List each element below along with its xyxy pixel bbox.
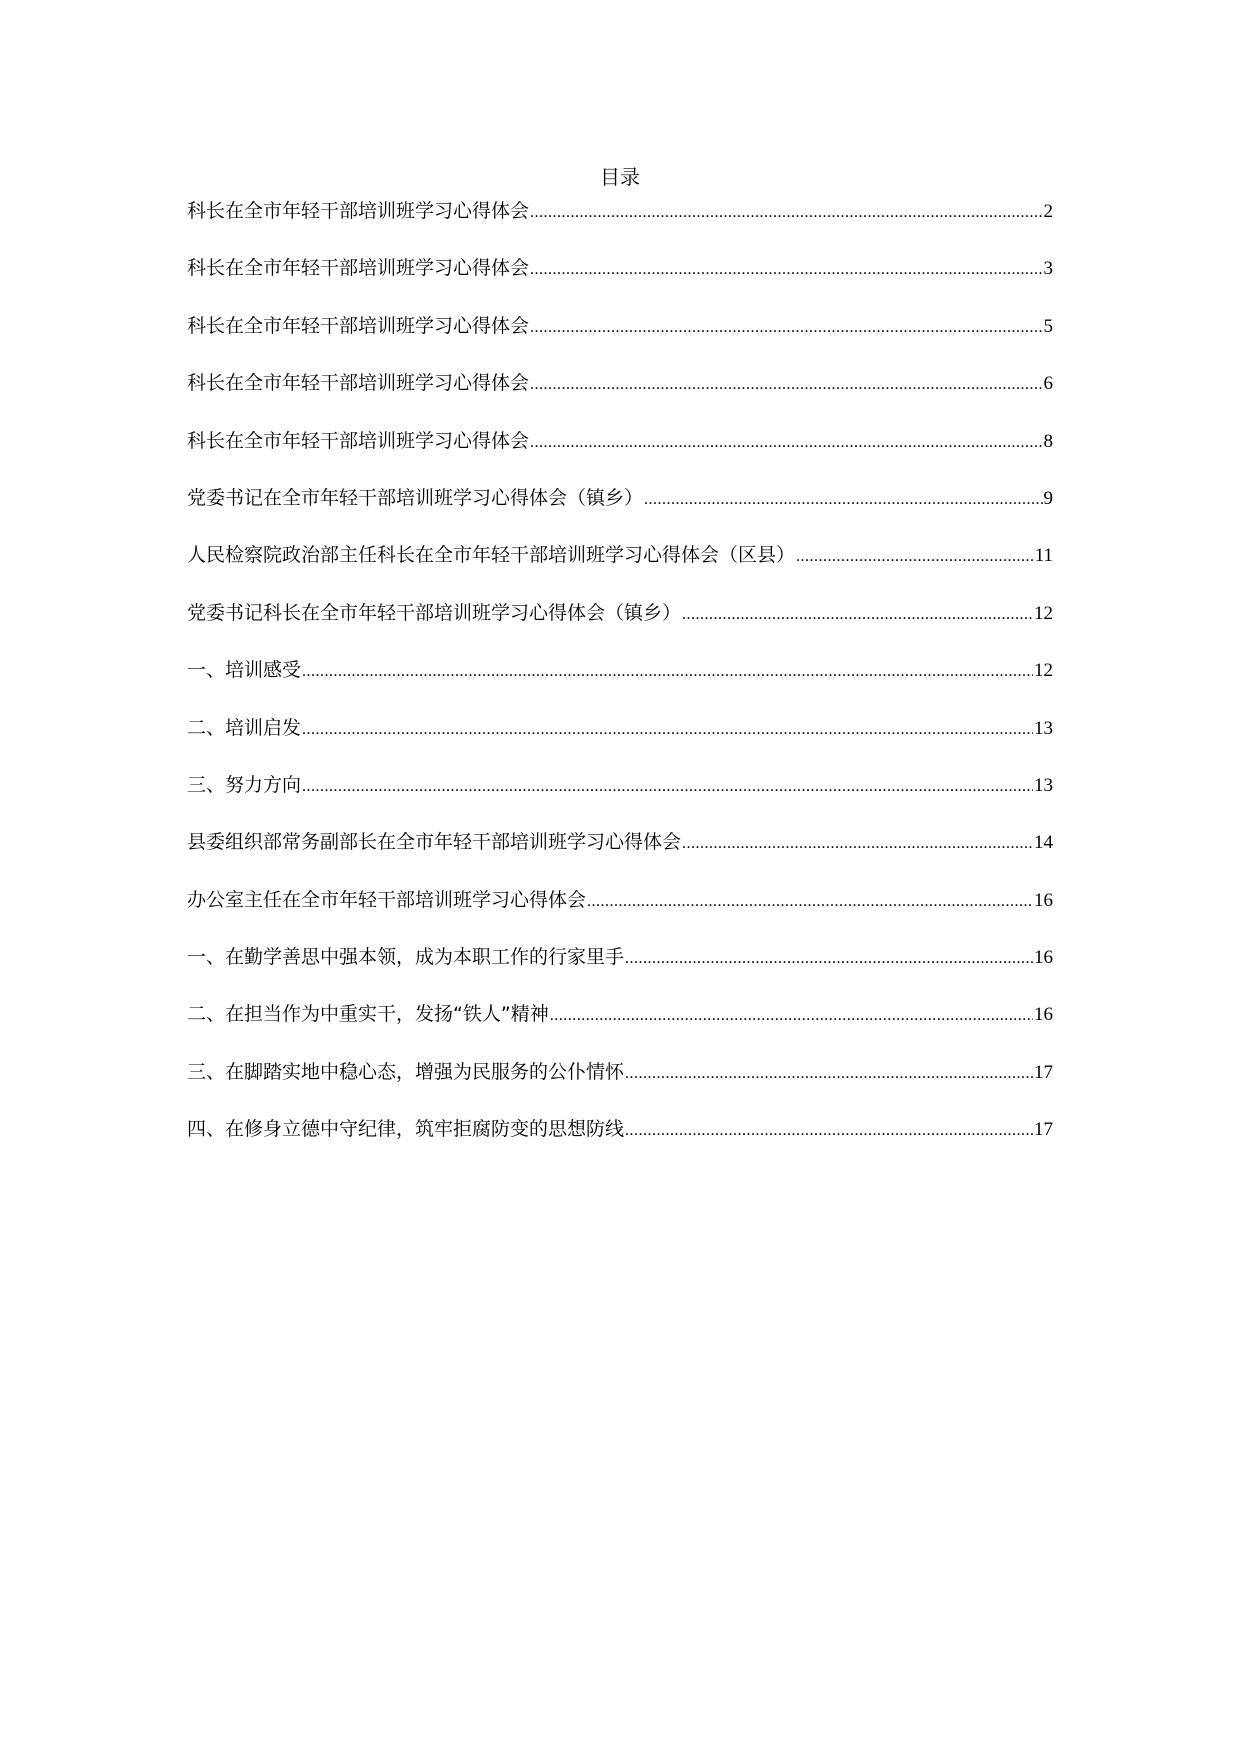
toc-entry-text: 一、在勤学善思中强本领，成为本职工作的行家里手 [187, 946, 625, 969]
toc-entry-page: 3 [1043, 258, 1053, 280]
toc-entry[interactable] [187, 1114, 1053, 1171]
toc-entry-text: 二、在担当作为中重实干，发扬“铁人”精神 [187, 1003, 549, 1026]
toc-entry-page: 13 [1034, 717, 1053, 739]
toc-entry-page: 14 [1034, 832, 1053, 854]
toc-dot-leader [550, 1001, 1033, 1031]
toc-entry-text: 党委书记科长在全市年轻干部培训班学习心得体会（镇乡） [187, 601, 682, 624]
toc-entry[interactable] [187, 196, 1053, 253]
toc-entry[interactable] [187, 999, 1053, 1056]
toc-entry-page: 12 [1034, 660, 1053, 682]
toc-entry[interactable] [187, 942, 1053, 999]
toc-title: 目录 [600, 165, 640, 189]
toc-dot-leader [796, 542, 1034, 572]
toc-entry-page: 16 [1034, 889, 1053, 911]
toc-entry-page: 11 [1034, 545, 1053, 567]
toc-entry-page: 17 [1034, 1119, 1053, 1141]
toc-entry-text: 科长在全市年轻干部培训班学习心得体会 [187, 257, 530, 280]
toc-list [187, 196, 1053, 1172]
toc-dot-leader [530, 428, 1042, 458]
toc-entry-text: 三、在脚踏实地中稳心态，增强为民服务的公仆情怀 [187, 1060, 625, 1083]
toc-entry[interactable] [187, 368, 1053, 425]
toc-dot-leader [302, 715, 1033, 745]
toc-entry[interactable] [187, 827, 1053, 884]
toc-entry-text: 科长在全市年轻干部培训班学习心得体会 [187, 314, 530, 337]
toc-entry-page: 2 [1043, 201, 1053, 222]
toc-entry[interactable] [187, 1057, 1053, 1114]
toc-entry-text: 科长在全市年轻干部培训班学习心得体会 [187, 200, 530, 222]
toc-entry[interactable] [187, 885, 1053, 942]
toc-entry[interactable] [187, 598, 1053, 655]
toc-entry[interactable] [187, 311, 1053, 368]
toc-entry-page: 12 [1034, 602, 1053, 624]
toc-entry-page: 16 [1034, 947, 1053, 969]
toc-dot-leader [625, 944, 1033, 974]
toc-entry-text: 办公室主任在全市年轻干部培训班学习心得体会 [187, 888, 587, 911]
toc-entry[interactable] [187, 483, 1053, 540]
toc-entry[interactable] [187, 713, 1053, 770]
toc-dot-leader [625, 1116, 1033, 1146]
toc-dot-leader [682, 600, 1033, 630]
toc-entry-text: 二、培训启发 [187, 716, 302, 739]
toc-entry[interactable] [187, 426, 1053, 483]
toc-entry-text: 四、在修身立德中守纪律，筑牢拒腐防变的思想防线 [187, 1118, 625, 1141]
toc-entry-page: 9 [1043, 487, 1053, 509]
toc-entry-page: 17 [1034, 1061, 1053, 1083]
toc-entry-page: 6 [1043, 373, 1053, 395]
toc-dot-leader [530, 313, 1042, 343]
toc-entry-page: 8 [1043, 430, 1053, 452]
toc-entry-text: 党委书记在全市年轻干部培训班学习心得体会（镇乡） [187, 486, 644, 509]
toc-entry-text: 人民检察院政治部主任科长在全市年轻干部培训班学习心得体会（区县） [187, 544, 796, 567]
toc-entry-text: 县委组织部常务副部长在全市年轻干部培训班学习心得体会 [187, 831, 682, 854]
toc-entry-page: 5 [1043, 315, 1053, 337]
toc-dot-leader [530, 370, 1042, 400]
toc-dot-leader [302, 772, 1033, 802]
toc-dot-leader [625, 1059, 1033, 1089]
toc-entry-page: 13 [1034, 774, 1053, 796]
toc-entry-page: 16 [1034, 1004, 1053, 1026]
toc-entry-text: 科长在全市年轻干部培训班学习心得体会 [187, 372, 530, 395]
toc-dot-leader [530, 255, 1042, 285]
toc-dot-leader [302, 657, 1033, 687]
toc-entry-text: 一、培训感受 [187, 659, 302, 682]
toc-entry[interactable] [187, 253, 1053, 310]
toc-entry[interactable] [187, 540, 1053, 597]
toc-dot-leader [644, 485, 1042, 515]
toc-dot-leader [587, 887, 1033, 917]
toc-dot-leader [530, 198, 1042, 228]
toc-dot-leader [682, 829, 1033, 859]
toc-entry[interactable] [187, 770, 1053, 827]
toc-entry-text: 三、努力方向 [187, 773, 302, 796]
toc-entry[interactable] [187, 655, 1053, 712]
toc-entry-text: 科长在全市年轻干部培训班学习心得体会 [187, 429, 530, 452]
